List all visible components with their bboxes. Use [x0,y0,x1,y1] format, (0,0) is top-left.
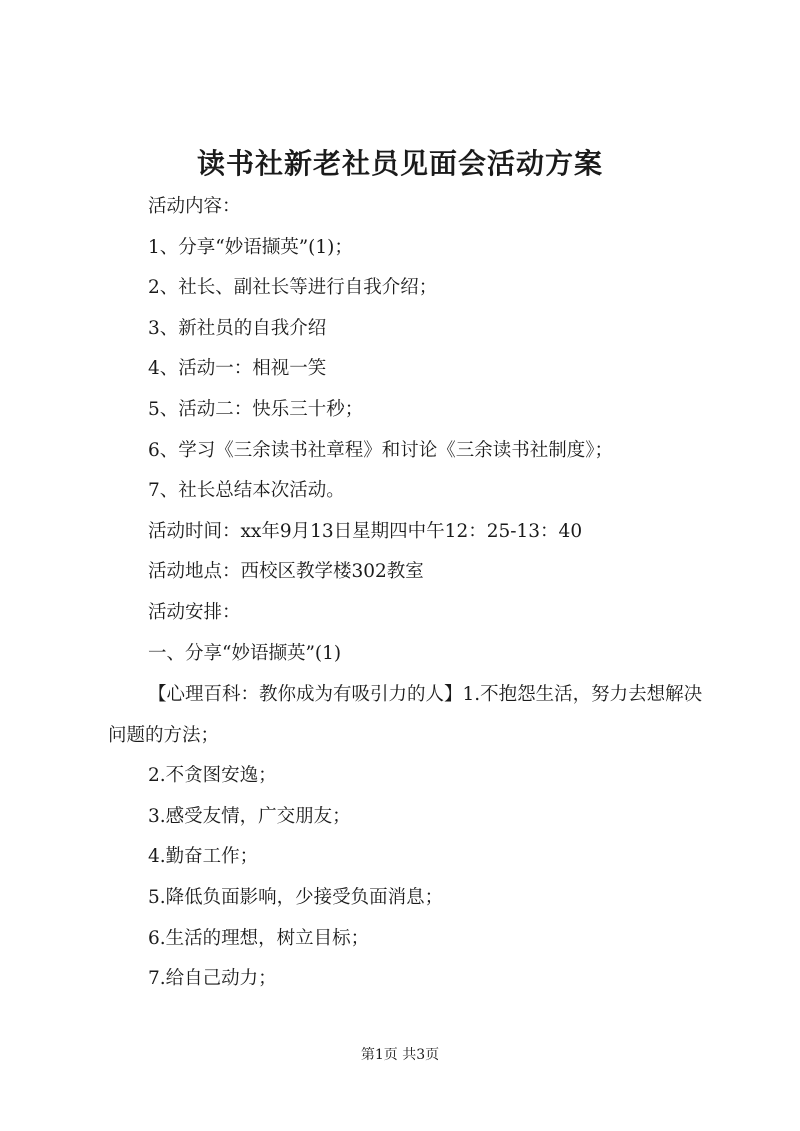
text-line: 6、学习《三余读书社章程》和讨论《三余读书社制度》； [148,439,614,461]
list-item: 2.不贪图安逸； [148,765,277,787]
text-line: 一、分享“妙语撷英”(1) [148,642,342,664]
list-item: 5.降低负面影响，少接受负面消息； [148,886,444,908]
text-line: 活动地点：西校区教学楼302教室 [148,561,424,583]
document-body [108,194,708,1007]
list-item: 4.勤奋工作； [148,846,259,868]
text-line: 活动内容： [148,196,241,217]
text-line: 2、社长、副社长等进行自我介绍； [148,277,438,299]
page-footer: 第1页 共3页 [360,1047,440,1063]
text-line: 4、活动一：相视一笑 [148,358,327,380]
list-item: 6.生活的理想，树立目标； [148,927,370,949]
list-item: 7.给自己动力； [148,968,277,990]
text-line: 活动安排： [148,601,241,623]
text-line: 活动时间：xx年9月13日星期四中午12：25-13：40 [148,520,583,542]
text-line: 5、活动二：快乐三十秒； [148,398,364,420]
list-item: 3.感受友情，广交朋友； [148,805,351,827]
paragraph: 【心理百科：教你成为有吸引力的人】1.不抱怨生活，努力去想解决问题的方法； [108,684,703,747]
document-title: 读书社新老社员见面会活动方案 [196,147,603,180]
text-line: 1、分享“妙语撷英”(1)； [148,236,353,258]
text-line: 7、社长总结本次活动。 [148,480,345,502]
text-line: 3、新社员的自我介绍 [148,317,327,339]
